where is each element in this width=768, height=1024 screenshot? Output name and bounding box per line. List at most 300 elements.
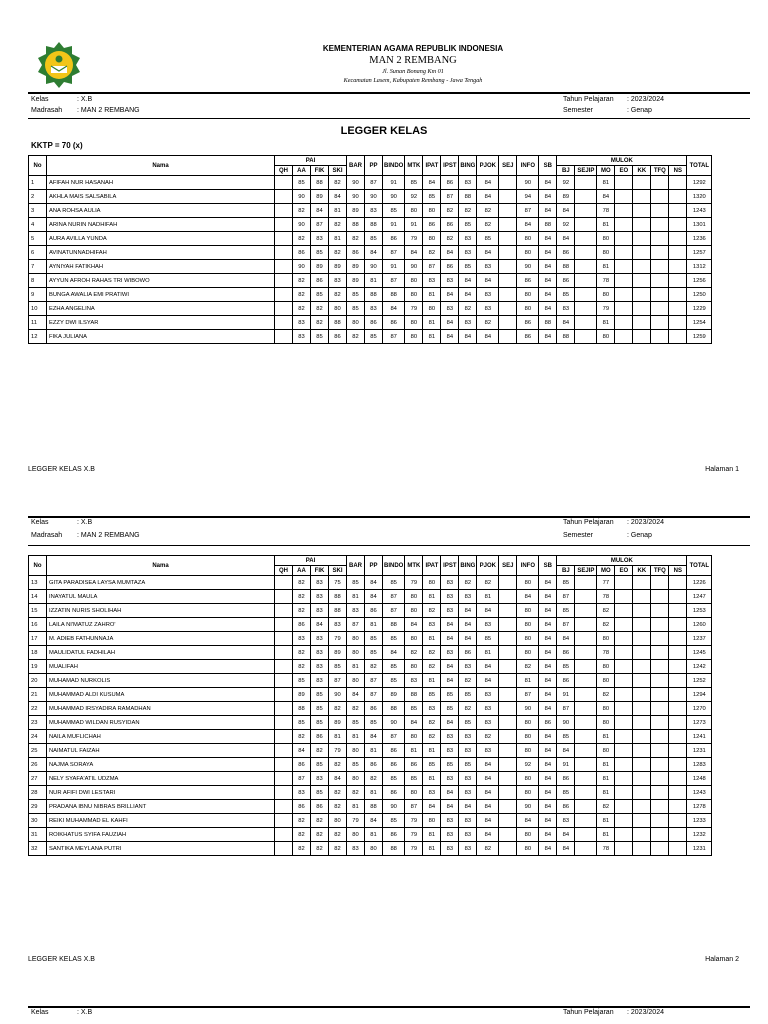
student-name: INAYATUL MAULA (47, 590, 275, 604)
table-row (29, 204, 712, 218)
grade-cell: 87 (423, 260, 441, 274)
grade-cell: 86 (405, 758, 423, 772)
grade-cell: 81 (597, 176, 615, 190)
col-header-eo: EO (615, 566, 633, 576)
grade-cell: 80 (517, 604, 539, 618)
grade-cell (275, 702, 293, 716)
grade-cell: 88 (365, 288, 383, 302)
grade-cell (499, 618, 517, 632)
grade-cell: 85 (557, 786, 575, 800)
grade-cell (651, 288, 669, 302)
student-name: AYNIYAH FATIKHAH (47, 260, 275, 274)
grade-cell: 79 (405, 842, 423, 856)
grade-cell (275, 688, 293, 702)
grade-cell: 83 (329, 618, 347, 632)
grade-cell: 80 (597, 716, 615, 730)
grade-cell: 79 (405, 302, 423, 316)
grade-cell: 81 (405, 744, 423, 758)
grade-cell: 81 (423, 772, 441, 786)
col-header-fik: FIK (311, 566, 329, 576)
grade-cell: 81 (347, 590, 365, 604)
grade-cell: 83 (365, 204, 383, 218)
grade-cell: 86 (557, 646, 575, 660)
student-name: FIKA JULIANA (47, 330, 275, 344)
student-name: MUHAMMAD ALDI KUSUMA (47, 688, 275, 702)
col-header-qh: QH (275, 566, 293, 576)
row-number: 29 (29, 800, 47, 814)
total-cell: 1256 (687, 274, 712, 288)
total-cell: 1236 (687, 232, 712, 246)
grade-cell (651, 316, 669, 330)
grade-cell (633, 576, 651, 590)
grade-cell: 83 (311, 604, 329, 618)
grade-cell (275, 716, 293, 730)
grade-cell: 80 (597, 288, 615, 302)
grade-cell: 83 (441, 772, 459, 786)
grade-cell: 85 (405, 772, 423, 786)
grade-cell: 84 (557, 632, 575, 646)
grade-cell: 78 (597, 590, 615, 604)
grade-cell: 84 (441, 660, 459, 674)
grade-cell: 80 (597, 232, 615, 246)
grade-cell (651, 660, 669, 674)
grade-cell: 82 (477, 576, 499, 590)
grade-cell: 80 (517, 842, 539, 856)
grade-cell (615, 800, 633, 814)
col-header-total: TOTAL (687, 556, 712, 576)
grade-cell: 86 (383, 828, 405, 842)
grade-cell (669, 316, 687, 330)
grade-cell (633, 218, 651, 232)
grade-cell: 84 (477, 246, 499, 260)
grade-cell: 80 (347, 646, 365, 660)
total-cell: 1252 (687, 674, 712, 688)
grade-cell: 75 (329, 576, 347, 590)
grade-cell (499, 828, 517, 842)
row-number: 15 (29, 604, 47, 618)
grade-cell: 82 (597, 688, 615, 702)
grade-cell: 83 (459, 786, 477, 800)
grade-cell (615, 302, 633, 316)
grade-cell: 83 (477, 618, 499, 632)
grade-cell: 86 (383, 744, 405, 758)
grade-cell: 86 (365, 316, 383, 330)
grade-cell (669, 800, 687, 814)
grade-cell: 81 (365, 786, 383, 800)
kelas-label: Kelas (31, 96, 49, 103)
col-header-ski: SKI (329, 166, 347, 176)
grade-cell (615, 674, 633, 688)
grade-cell: 84 (441, 330, 459, 344)
grade-cell: 85 (423, 688, 441, 702)
school-name: MAN 2 REMBANG (369, 55, 457, 66)
grade-cell: 80 (517, 232, 539, 246)
grade-cell: 87 (311, 218, 329, 232)
grade-cell: 82 (597, 604, 615, 618)
class-meta (31, 96, 751, 118)
grade-cell (669, 674, 687, 688)
grade-cell: 86 (365, 702, 383, 716)
grade-cell (669, 218, 687, 232)
grade-cell: 83 (459, 744, 477, 758)
col-header-nama: Nama (47, 156, 275, 176)
grade-cell: 87 (557, 702, 575, 716)
grade-cell: 83 (459, 772, 477, 786)
grade-cell: 84 (329, 190, 347, 204)
grade-cell: 82 (365, 772, 383, 786)
grade-cell (499, 688, 517, 702)
total-cell: 1253 (687, 604, 712, 618)
grade-cell: 84 (441, 316, 459, 330)
grade-cell: 90 (293, 260, 311, 274)
grade-cell (669, 716, 687, 730)
grade-cell (499, 744, 517, 758)
grade-cell: 83 (347, 842, 365, 856)
grade-cell (651, 758, 669, 772)
grade-cell: 86 (557, 246, 575, 260)
row-number: 7 (29, 260, 47, 274)
grade-cell (615, 190, 633, 204)
kelas-label: Kelas (31, 519, 49, 526)
grade-cell: 83 (459, 316, 477, 330)
grade-cell: 81 (423, 632, 441, 646)
grade-cell: 87 (383, 274, 405, 288)
grade-cell (633, 632, 651, 646)
grade-cell: 91 (383, 218, 405, 232)
grade-cell (633, 302, 651, 316)
col-header-sej: SEJ (499, 556, 517, 576)
grade-cell (499, 288, 517, 302)
grade-cell (633, 730, 651, 744)
grade-cell: 85 (459, 758, 477, 772)
grade-cell: 82 (329, 758, 347, 772)
grade-cell: 85 (311, 716, 329, 730)
grade-cell: 80 (597, 744, 615, 758)
row-number: 11 (29, 316, 47, 330)
grade-cell (275, 604, 293, 618)
grade-cell: 83 (423, 274, 441, 288)
total-cell: 1320 (687, 190, 712, 204)
grade-cell: 90 (405, 260, 423, 274)
col-header-mulok: MULOK (557, 556, 687, 566)
grade-cell: 91 (557, 688, 575, 702)
grade-cell (615, 330, 633, 344)
grade-cell (651, 646, 669, 660)
grade-cell: 80 (517, 716, 539, 730)
col-header-bar: BAR (347, 156, 365, 176)
grade-cell: 80 (405, 590, 423, 604)
grade-cell: 84 (539, 232, 557, 246)
grade-cell: 85 (311, 688, 329, 702)
grade-cell: 84 (539, 204, 557, 218)
grade-cell (651, 828, 669, 842)
grade-cell (669, 274, 687, 288)
kelas-value: : X.B (77, 96, 93, 103)
grade-cell: 85 (365, 646, 383, 660)
grade-cell: 84 (477, 176, 499, 190)
grade-cell: 80 (423, 576, 441, 590)
kelas-label: Kelas (31, 1009, 49, 1016)
grade-cell (499, 674, 517, 688)
grade-cell: 82 (347, 232, 365, 246)
grade-cell: 87 (383, 730, 405, 744)
grade-cell: 80 (405, 204, 423, 218)
total-cell: 1292 (687, 176, 712, 190)
grade-cell (275, 260, 293, 274)
grade-cell: 84 (539, 786, 557, 800)
grade-cell (615, 274, 633, 288)
grade-cell (499, 632, 517, 646)
grade-cell: 81 (329, 730, 347, 744)
total-cell: 1312 (687, 260, 712, 274)
col-header-ipat: IPAT (423, 556, 441, 576)
grade-cell: 86 (441, 176, 459, 190)
grade-cell: 91 (557, 758, 575, 772)
col-header-pjok: PJOK (477, 156, 499, 176)
grade-cell: 84 (477, 772, 499, 786)
grade-cell (275, 288, 293, 302)
grade-cell (499, 204, 517, 218)
grade-cell: 81 (423, 288, 441, 302)
grade-cell: 86 (539, 716, 557, 730)
grade-cell: 82 (477, 842, 499, 856)
grade-cell: 86 (293, 758, 311, 772)
grade-cell: 89 (329, 716, 347, 730)
grade-cell: 86 (517, 330, 539, 344)
row-number: 32 (29, 842, 47, 856)
grade-cell (615, 646, 633, 660)
grade-cell: 80 (597, 632, 615, 646)
col-header-no: No (29, 556, 47, 576)
grade-cell: 86 (293, 618, 311, 632)
grade-cell: 85 (383, 204, 405, 218)
col-header-qh: QH (275, 166, 293, 176)
grade-cell: 88 (347, 218, 365, 232)
grade-cell: 90 (347, 190, 365, 204)
header-divider (28, 92, 750, 94)
grade-cell (575, 260, 597, 274)
grade-cell (669, 260, 687, 274)
grade-cell (633, 274, 651, 288)
col-header-pai: PAI (275, 556, 347, 566)
table-row (29, 646, 712, 660)
grade-cell (651, 842, 669, 856)
student-name: ANA ROHSA AULIA (47, 204, 275, 218)
grade-cell: 82 (293, 590, 311, 604)
grade-cell: 84 (459, 618, 477, 632)
total-cell: 1237 (687, 632, 712, 646)
grade-cell: 84 (539, 288, 557, 302)
total-cell: 1283 (687, 758, 712, 772)
grade-cell: 83 (311, 674, 329, 688)
grade-cell (499, 302, 517, 316)
grade-cell: 84 (441, 674, 459, 688)
grade-cell: 84 (539, 618, 557, 632)
grade-cell (669, 814, 687, 828)
grade-cell: 85 (311, 758, 329, 772)
grade-cell (669, 604, 687, 618)
table-row (29, 176, 712, 190)
grade-cell: 90 (517, 800, 539, 814)
grade-cell: 79 (405, 232, 423, 246)
grade-cell (615, 716, 633, 730)
grade-cell (499, 604, 517, 618)
grade-cell (575, 204, 597, 218)
grade-cell: 80 (517, 646, 539, 660)
grade-cell (651, 674, 669, 688)
grade-cell: 85 (441, 688, 459, 702)
grade-cell: 80 (405, 786, 423, 800)
col-header-sejip: SEJIP (575, 566, 597, 576)
total-cell: 1294 (687, 688, 712, 702)
grade-cell (615, 758, 633, 772)
grade-cell (275, 190, 293, 204)
student-name: MUHAMMAD IRSYADIRA RAMADHAN (47, 702, 275, 716)
grade-cell: 85 (557, 730, 575, 744)
grade-cell (275, 842, 293, 856)
grade-cell (615, 702, 633, 716)
grade-cell (615, 260, 633, 274)
grade-cell: 88 (383, 842, 405, 856)
grade-cell (275, 246, 293, 260)
grade-cell: 81 (597, 786, 615, 800)
grade-cell (499, 786, 517, 800)
grade-cell: 81 (597, 814, 615, 828)
grade-cell: 89 (329, 646, 347, 660)
col-header-pp: PP (365, 556, 383, 576)
grade-cell: 82 (329, 828, 347, 842)
grade-cell: 83 (441, 274, 459, 288)
semester-label: Semester (563, 107, 593, 114)
grade-cell: 82 (347, 702, 365, 716)
total-cell: 1247 (687, 590, 712, 604)
grade-cell (633, 800, 651, 814)
grade-cell (651, 204, 669, 218)
grade-cell: 90 (329, 688, 347, 702)
grade-cell: 85 (383, 674, 405, 688)
grade-cell: 83 (459, 590, 477, 604)
col-header-tfq: TFQ (651, 166, 669, 176)
grade-cell: 81 (423, 674, 441, 688)
grade-cell (275, 590, 293, 604)
grade-cell: 84 (539, 688, 557, 702)
grade-cell: 78 (597, 842, 615, 856)
grade-cell: 82 (441, 232, 459, 246)
grade-cell: 86 (517, 316, 539, 330)
grade-cell (499, 842, 517, 856)
student-name: NAJMA SORAYA (47, 758, 275, 772)
grade-cell: 80 (347, 828, 365, 842)
table-row (29, 758, 712, 772)
total-cell: 1226 (687, 576, 712, 590)
grade-cell (669, 744, 687, 758)
student-name: AKHLA MAIS SALSABILA (47, 190, 275, 204)
grade-cell: 92 (557, 218, 575, 232)
grade-cell: 83 (311, 590, 329, 604)
table-row (29, 660, 712, 674)
student-name: AFIFAH NUR HASANAH (47, 176, 275, 190)
grade-cell (669, 758, 687, 772)
grade-cell: 90 (293, 218, 311, 232)
col-header-bindo: BINDO (383, 156, 405, 176)
grade-cell: 83 (365, 302, 383, 316)
grade-cell: 89 (329, 260, 347, 274)
col-header-mtk: MTK (405, 556, 423, 576)
grade-cell: 86 (311, 274, 329, 288)
grade-cell (615, 660, 633, 674)
total-cell: 1254 (687, 316, 712, 330)
grade-cell: 82 (311, 744, 329, 758)
grade-cell: 80 (517, 246, 539, 260)
grade-cell: 83 (441, 814, 459, 828)
student-name: MUHAMMAD WILDAN RUSYIDAN (47, 716, 275, 730)
grade-cell: 82 (405, 646, 423, 660)
grade-cell: 86 (329, 330, 347, 344)
grade-cell: 84 (311, 204, 329, 218)
grade-cell (499, 716, 517, 730)
table-row (29, 716, 712, 730)
grade-cell (615, 786, 633, 800)
grade-cell: 86 (441, 218, 459, 232)
student-name: NELY SYAFA'ATIL UDZMA (47, 772, 275, 786)
madrasah-label: Madrasah (31, 107, 63, 114)
total-cell: 1231 (687, 842, 712, 856)
grade-cell (575, 716, 597, 730)
grade-cell (575, 702, 597, 716)
grade-cell (615, 618, 633, 632)
grade-cell: 84 (539, 800, 557, 814)
grade-cell: 82 (459, 576, 477, 590)
col-header-pjok: PJOK (477, 556, 499, 576)
grade-cell: 82 (423, 604, 441, 618)
table-row (29, 302, 712, 316)
grade-cell: 82 (423, 646, 441, 660)
grade-cell (651, 744, 669, 758)
grade-cell: 80 (517, 618, 539, 632)
grade-cell: 80 (423, 814, 441, 828)
grade-cell: 83 (477, 744, 499, 758)
grade-cell: 82 (311, 828, 329, 842)
grade-cell (615, 772, 633, 786)
grade-cell (499, 260, 517, 274)
grade-cell: 81 (517, 674, 539, 688)
grade-cell: 83 (477, 288, 499, 302)
col-header-bj: BJ (557, 166, 575, 176)
grade-cell: 88 (405, 688, 423, 702)
col-header-aa: AA (293, 566, 311, 576)
grade-cell: 84 (477, 330, 499, 344)
grade-cell: 84 (539, 190, 557, 204)
grade-cell: 80 (517, 744, 539, 758)
grade-cell (615, 842, 633, 856)
grade-cell: 86 (557, 274, 575, 288)
grade-cell: 88 (293, 702, 311, 716)
grade-cell: 84 (539, 646, 557, 660)
grade-cell (275, 800, 293, 814)
grade-cell: 82 (423, 246, 441, 260)
grade-cell (669, 590, 687, 604)
grade-cell: 80 (597, 330, 615, 344)
grade-cell: 84 (477, 190, 499, 204)
grade-cell (669, 632, 687, 646)
grade-cell: 81 (329, 232, 347, 246)
grade-cell (275, 302, 293, 316)
grade-cell: 82 (311, 842, 329, 856)
grade-cell: 84 (459, 632, 477, 646)
grade-cell: 82 (293, 660, 311, 674)
grade-cell: 86 (293, 800, 311, 814)
grade-cell: 84 (539, 604, 557, 618)
